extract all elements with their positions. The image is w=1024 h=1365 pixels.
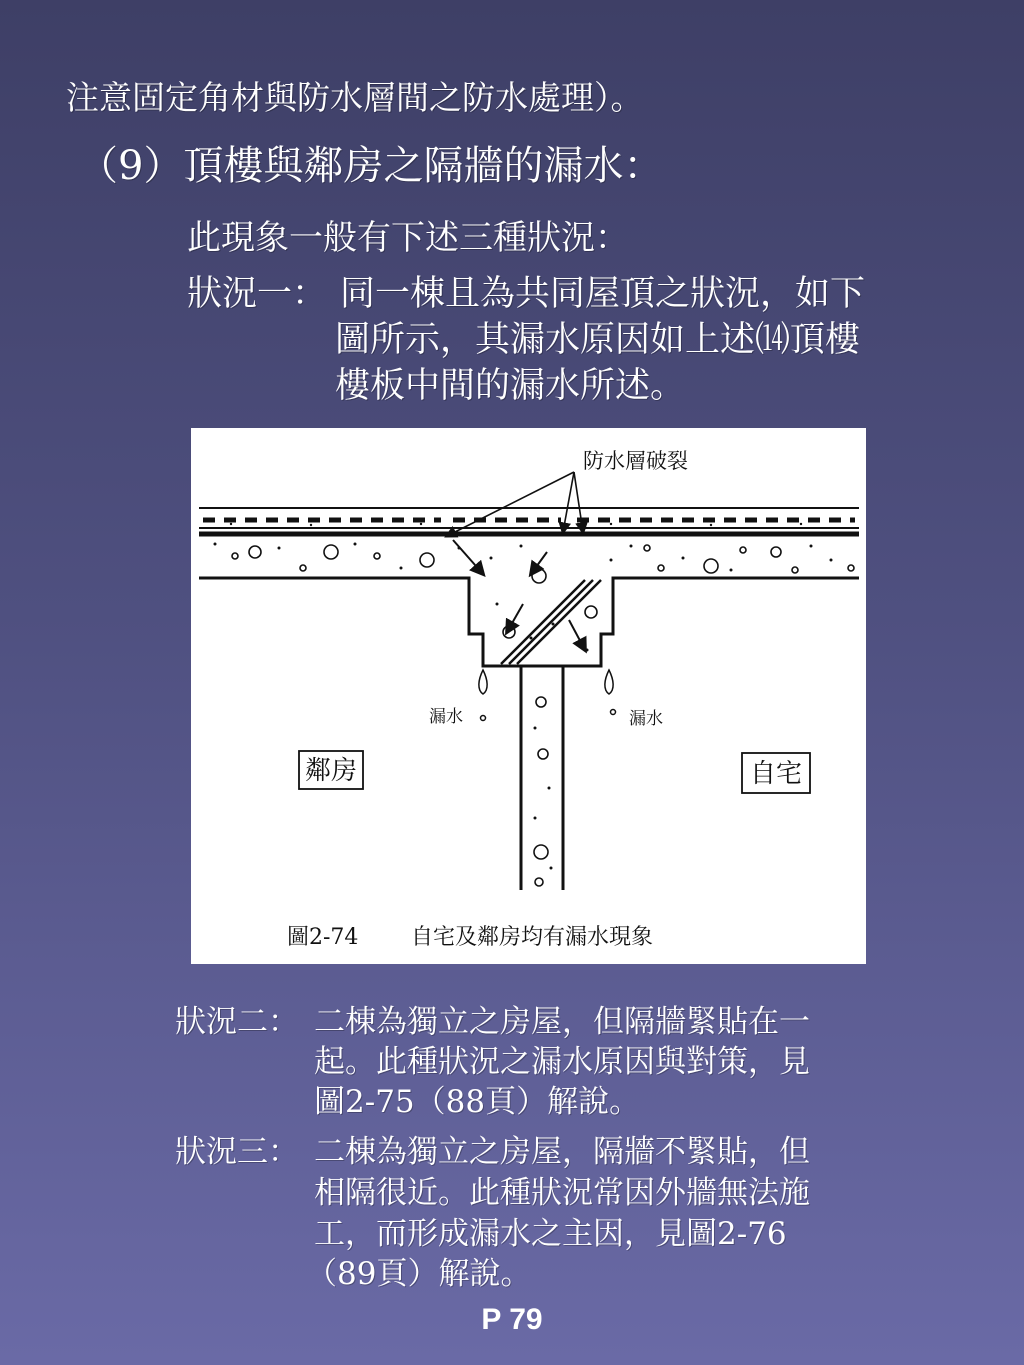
case-three-label: 狀況三： [175,1134,299,1170]
case-one-label: 狀況一： [187,274,328,314]
callout-label: 防水層破裂 [583,449,688,473]
concrete-specks [214,523,833,870]
intro-line: 注意固定角材與防水層間之防水處理）。 [66,78,644,117]
case-three-line: 相隔很近。此種狀況常因外牆無法施 [314,1175,810,1211]
leak-label-left: 漏水 [429,707,463,727]
room-label-left: 鄰房 [304,756,358,786]
subheading: 此現象一般有下述三種狀況： [187,218,629,258]
callout-lines [447,472,583,536]
case-three-line: 二棟為獨立之房屋，隔牆不緊貼，但 [314,1134,810,1170]
section-heading: （9）頂樓與鄰房之隔牆的漏水： [78,143,664,189]
water-drop-icon [479,670,616,721]
case-two-line: 圖2-75（88頁）解說。 [314,1084,641,1120]
diagonal-joint [501,580,601,664]
concrete-aggregate [232,545,854,886]
page-number: P 79 [481,1303,543,1336]
case-one-line: 同一棟且為共同屋頂之狀況，如下 [340,274,866,314]
figure-2-74 [191,428,866,964]
case-one-line: 樓板中間的漏水所述。 [335,366,686,406]
case-three-line: （89頁）解說。 [306,1256,532,1292]
case-two-line: 起。此種狀況之漏水原因與對策，見 [314,1044,810,1080]
room-label-right: 自宅 [749,759,803,789]
wall-leak-diagram [191,428,866,964]
case-one-line: 圖所示，其漏水原因如上述⒁頂樓 [335,320,861,360]
caption-number: 圖2-74 [287,925,359,950]
caption-text: 自宅及鄰房均有漏水現象 [411,925,654,950]
slab-outline [199,578,859,890]
case-three-line: 工，而形成漏水之主因，見圖2-76 [314,1216,787,1252]
leak-label-right: 漏水 [629,709,663,729]
case-two-line: 二棟為獨立之房屋，但隔牆緊貼在一 [314,1004,810,1040]
case-two-label: 狀況二： [175,1004,299,1040]
